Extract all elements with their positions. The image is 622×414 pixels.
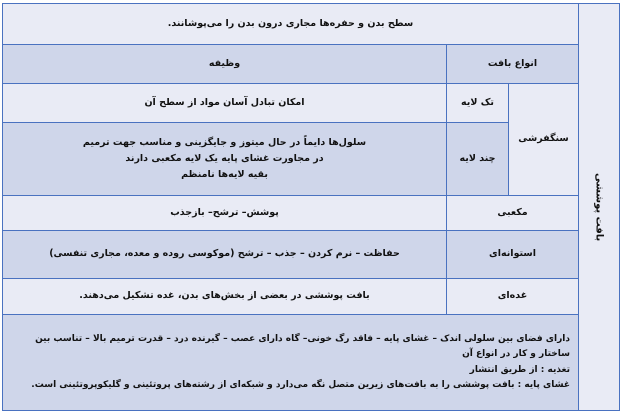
cuboidal-label xyxy=(446,195,579,231)
squamous-label-text: سنگفرشی xyxy=(518,133,569,145)
notes-cell xyxy=(2,314,579,411)
multi-function-line: بقیه لایه‌ها نامنظم xyxy=(181,169,268,181)
multi-function-line: سلول‌ها دایماً در حال میتوز و جایگزینی و مناسب جهت ترمیم xyxy=(82,136,367,148)
cuboidal-label-text: مکعبی xyxy=(497,206,528,218)
note-line: تغذیه : از طریق انتشار xyxy=(469,364,570,375)
columnar-function-text: حفاظت – نرم کردن – جذب – ترشح (موکوسی روده و معده، مجاری تنفسی) xyxy=(49,248,400,260)
multi-function-line: در مجاورت غشای پایه یک لایه مکعبی دارند xyxy=(125,152,324,164)
columnar-function xyxy=(2,230,447,279)
multi-layer-label xyxy=(446,122,509,196)
single-layer-function xyxy=(2,83,447,123)
cuboidal-function xyxy=(2,195,447,231)
single-function-text: امکان تبادل آسان مواد از سطح آن xyxy=(144,96,305,108)
note-line: غشای پایه : بافت پوششی را به بافت‌های زیرین متصل نگه می‌دارد و شبکه‌ای از رشته‌های پروتئینی و گلیکوپروتئینی است. xyxy=(31,379,570,390)
glandular-label xyxy=(446,278,579,315)
intro-row xyxy=(2,3,579,45)
side-label xyxy=(578,3,620,411)
intro-text: سطح بدن و حفره‌ها مجاری درون بدن را می‌پوشانند. xyxy=(167,17,414,29)
columnar-label xyxy=(446,230,579,279)
single-label-text: تک لایه xyxy=(461,96,495,108)
header-types xyxy=(446,44,579,84)
header-function xyxy=(2,44,447,84)
single-layer-label xyxy=(446,83,509,123)
multi-label-text: چند لایه xyxy=(459,152,496,164)
glandular-function-text: بافت پوششی در بعضی از بخش‌های بدن، غده تشکیل می‌دهند. xyxy=(79,290,370,302)
multi-layer-function xyxy=(2,122,447,196)
glandular-function xyxy=(2,278,447,315)
side-label-text: بافت پوششی xyxy=(593,172,605,242)
note-line: دارای فضای بین سلولی اندک – غشای پایه – فاقد رگ خونی– گاه دارای عصب – گیرنده درد – قدرت ترمیم بالا – تناسب بین ساختار و کار در انواع آن xyxy=(35,333,570,360)
glandular-label-text: غده‌ای xyxy=(497,290,528,302)
cuboidal-function-text: پوشش– ترشح– بازجذب xyxy=(170,206,279,218)
columnar-label-text: استوانه‌ای xyxy=(489,248,536,260)
header-types-text: انواع بافت xyxy=(487,57,538,69)
header-function-text: وظیفه xyxy=(208,57,241,69)
squamous-label xyxy=(508,83,579,196)
